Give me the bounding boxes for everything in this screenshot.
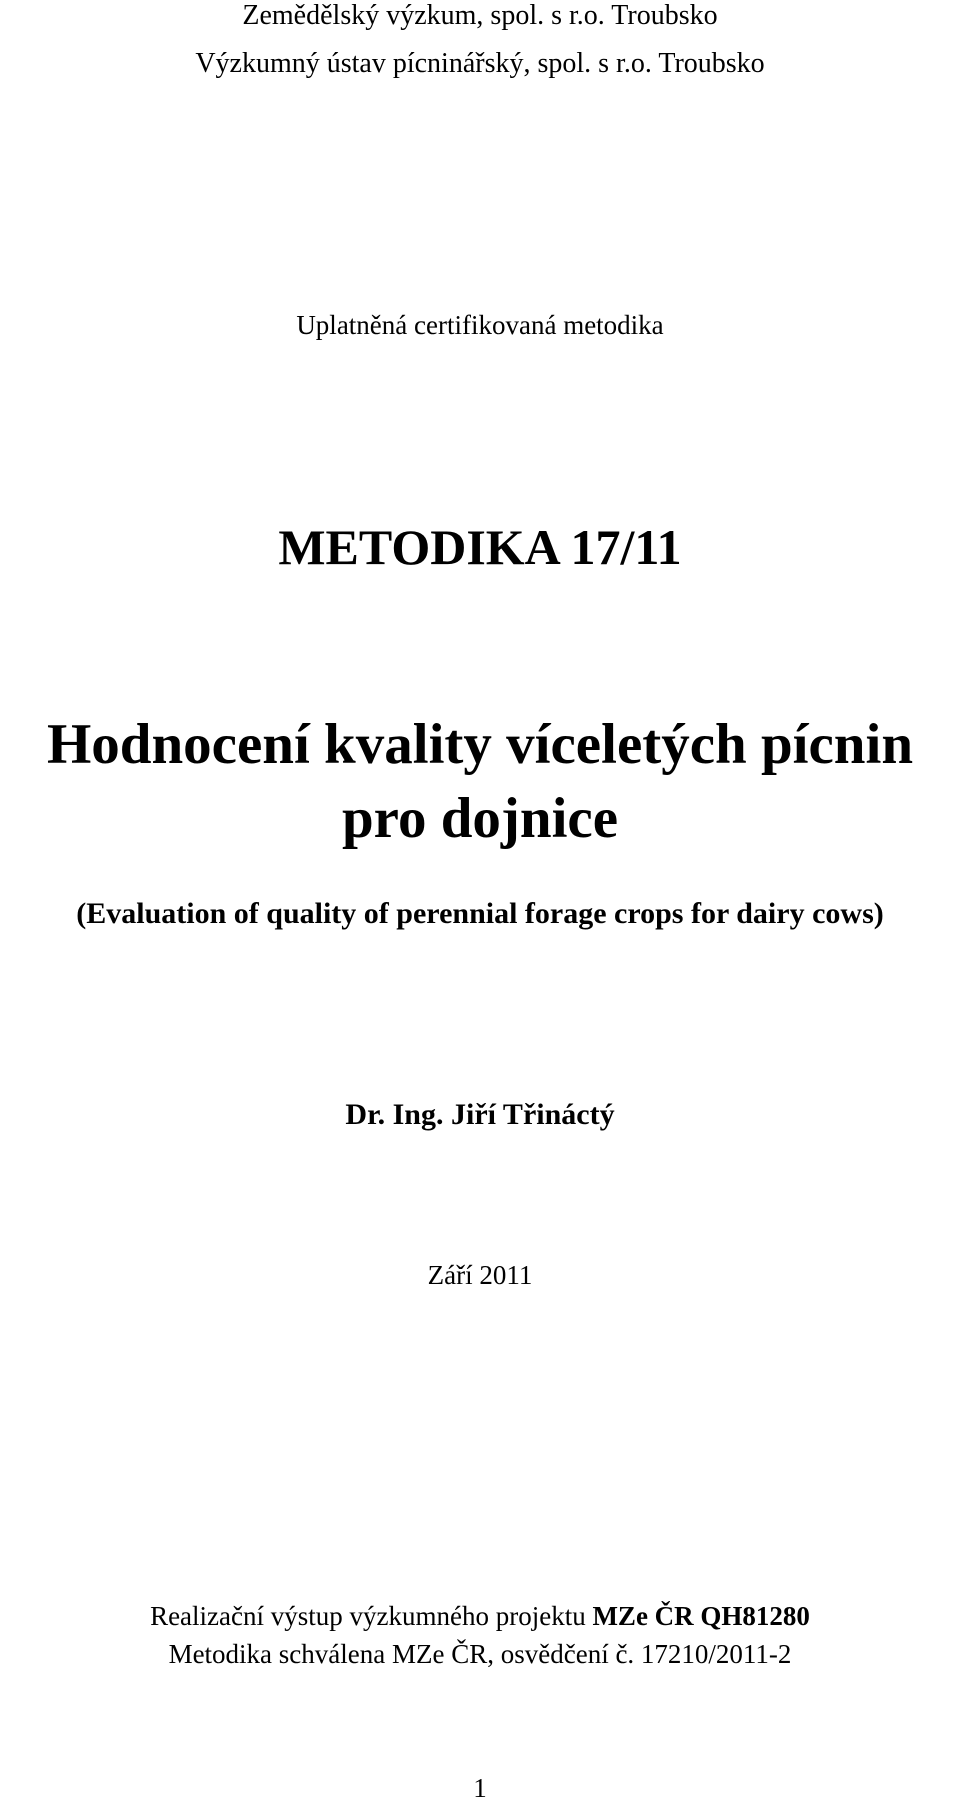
document-title-line-2: pro dojnice [341, 787, 619, 850]
publication-date: Září 2011 [427, 1260, 533, 1290]
project-output-label: Realizační výstup výzkumného projektu [150, 1601, 593, 1631]
approval-line: Metodika schválena MZe ČR, osvědčení č. 17210/2011-2 [168, 1639, 792, 1669]
methodology-type: Uplatněná certifikovaná metodika [296, 310, 664, 340]
methodology-code: METODIKA 17/11 [278, 519, 682, 575]
institution-name-primary: Zemědělský výzkum, spol. s r.o. Troubsko [242, 0, 718, 31]
document-title-line-1: Hodnocení kvality víceletých pícnin [46, 713, 914, 776]
project-output-line [0, 1600, 960, 1632]
project-code: MZe ČR QH81280 [592, 1601, 810, 1631]
institution-name-secondary: Výzkumný ústav pícninářský, spol. s r.o. Troubsko [195, 48, 765, 79]
english-title: (Evaluation of quality of perennial forage crops for dairy cows) [76, 897, 884, 930]
author-name: Dr. Ing. Jiří Třináctý [345, 1098, 615, 1131]
page-number: 1 [473, 1773, 487, 1803]
